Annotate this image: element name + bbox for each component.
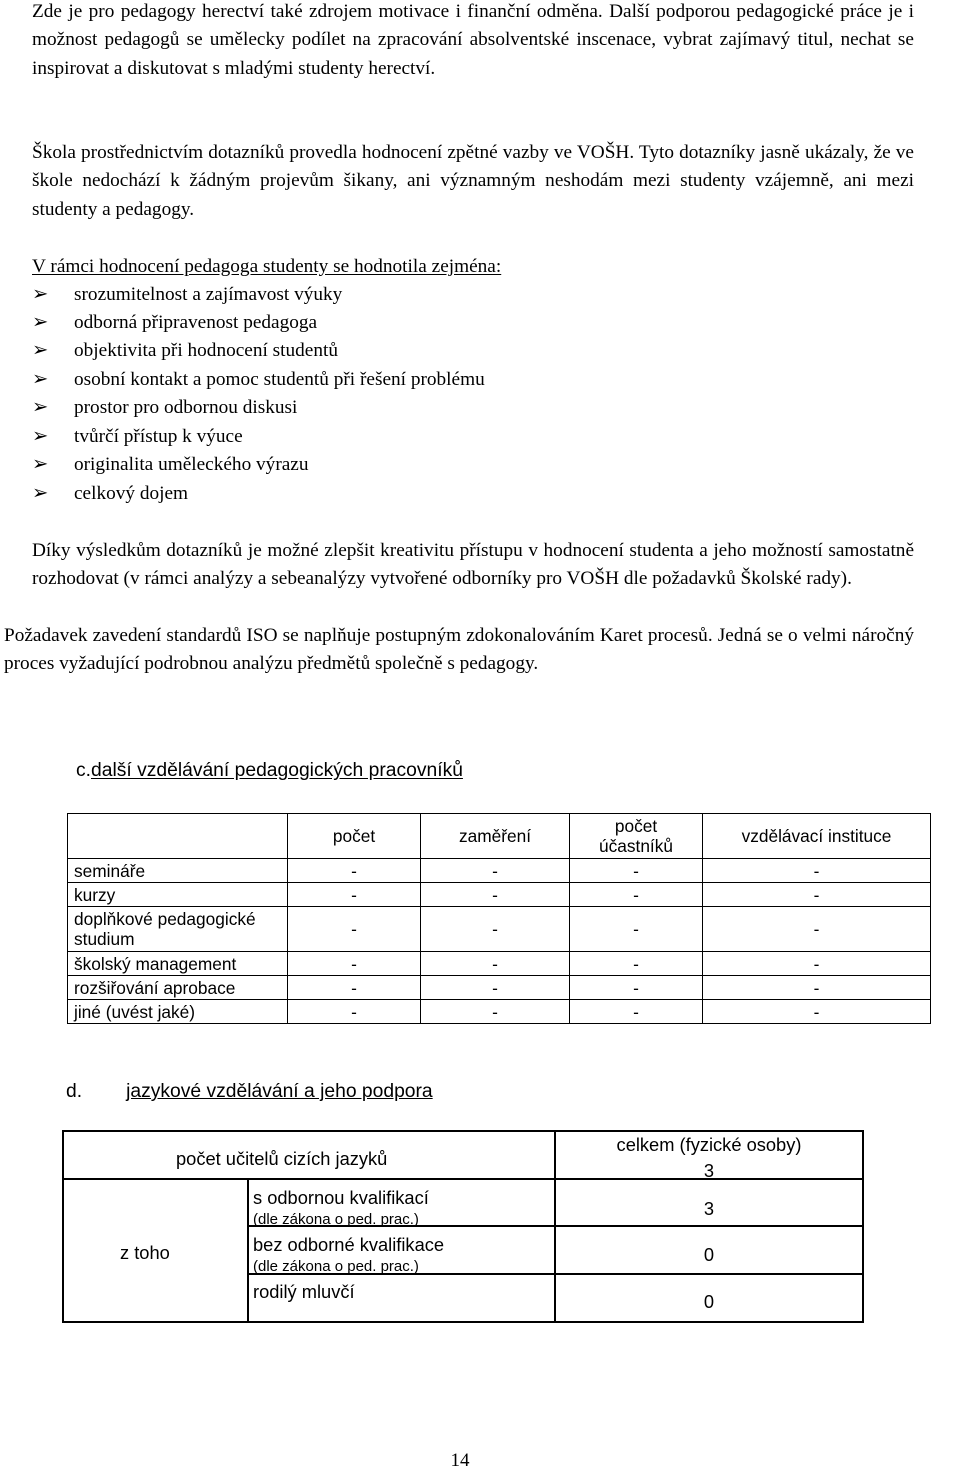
section-d-heading: d. jazykové vzdělávání a jeho podpora <box>66 1081 433 1102</box>
arrow-bullet-icon: ➢ <box>32 312 49 333</box>
table-border <box>62 1130 864 1132</box>
list-item: ➢ tvůrčí přístup k výuce <box>32 423 243 451</box>
table-cell: - <box>703 859 931 883</box>
table-cell: - <box>288 883 421 907</box>
table-cell: - <box>288 1000 421 1024</box>
row-value: 0 <box>703 1291 715 1312</box>
row-label: jiné (uvést jaké) <box>68 1000 288 1024</box>
list-item: ➢ objektivita při hodnocení studentů <box>32 337 338 365</box>
row-value: 3 <box>703 1198 715 1219</box>
table-cell: - <box>703 952 931 976</box>
page-number: 14 <box>450 1450 470 1471</box>
table-cell: - <box>421 907 570 952</box>
row-label: školský management <box>68 952 288 976</box>
row-label: s odbornou kvalifikací <box>253 1187 429 1208</box>
table-cell: - <box>570 952 703 976</box>
table-row <box>68 907 931 952</box>
table-cell: - <box>703 1000 931 1024</box>
row-label: rozšiřování aprobace <box>68 976 288 1000</box>
row-value: 0 <box>703 1244 715 1265</box>
table-cell: - <box>570 1000 703 1024</box>
table-header-row <box>68 814 931 859</box>
arrow-bullet-icon: ➢ <box>32 284 49 305</box>
table-cell: - <box>703 976 931 1000</box>
results-paragraph: Díky výsledkům dotazníků je možné zlepšit kreativitu přístupu v hodnocení studenta a jeho možností samostatně rozhodovat (v rámci analýzy a sebeanalýzy vytvořené odborníky pro VOŠH dle požadavků Školské rady). <box>32 540 914 590</box>
column-header: počet učitelů cizích jazyků <box>176 1148 388 1169</box>
table-cell: - <box>421 883 570 907</box>
table-cell: - <box>421 859 570 883</box>
list-item: ➢ originalita uměleckého výrazu <box>32 451 309 479</box>
arrow-bullet-icon: ➢ <box>32 369 49 390</box>
row-note: (dle zákona o ped. prac.) <box>253 1258 419 1275</box>
arrow-bullet-icon: ➢ <box>32 340 49 361</box>
table-cell: - <box>421 1000 570 1024</box>
table-cell: - <box>570 859 703 883</box>
table-cell: - <box>288 952 421 976</box>
column-header: počet <box>288 814 421 859</box>
table-cell: - <box>570 883 703 907</box>
table-corner-cell <box>68 814 288 859</box>
arrow-bullet-icon: ➢ <box>32 483 49 504</box>
list-item: ➢ celkový dojem <box>32 480 188 508</box>
arrow-bullet-icon: ➢ <box>32 454 49 475</box>
table-cell: - <box>288 859 421 883</box>
table-cell: - <box>421 976 570 1000</box>
column-header: počet účastníků <box>570 814 703 859</box>
list-heading: V rámci hodnocení pedagoga studenty se hodnotila zejména: <box>32 256 502 277</box>
further-education-table <box>67 813 931 1024</box>
row-label: bez odborné kvalifikace <box>253 1234 445 1255</box>
arrow-bullet-icon: ➢ <box>32 397 49 418</box>
table-row <box>68 883 931 907</box>
table-border <box>62 1130 64 1323</box>
total-value: 3 <box>703 1160 715 1181</box>
row-label: semináře <box>68 859 288 883</box>
table-cell: - <box>703 907 931 952</box>
table-row <box>68 859 931 883</box>
feedback-paragraph: Škola prostřednictvím dotazníků provedla hodnocení zpětné vazby ve VOŠH. Tyto dotazníky jasně ukázaly, že ve škole nedochází k žádným projevům šikany, ani významným neshodám mezi studenty vzájemně, ani mezi studenty a pedagogy. <box>32 142 914 220</box>
table-cell: - <box>570 976 703 1000</box>
table-row <box>68 976 931 1000</box>
row-label: kurzy <box>68 883 288 907</box>
total-label: celkem (fyzické osoby) <box>616 1134 802 1155</box>
column-header: vzdělávací instituce <box>703 814 931 859</box>
of-which-label: z toho <box>120 1242 170 1263</box>
row-label: doplňkové pedagogické studium <box>68 907 288 952</box>
intro-paragraph: Zde je pro pedagogy herectví také zdrojem motivace i finanční odměna. Další podporou pedagogické práce je i možnost pedagogů se umělecky podílet na zpracování absolventské inscenace, vybrat zajímavý titul, nechat se inspirovat a diskutovat s mladými studenty herectví. <box>32 1 914 79</box>
table-row <box>68 952 931 976</box>
table-cell: - <box>421 952 570 976</box>
list-item: ➢ prostor pro odbornou diskusi <box>32 394 297 422</box>
table-row <box>68 1000 931 1024</box>
table-border <box>247 1178 249 1323</box>
row-label: rodilý mluvčí <box>253 1281 355 1302</box>
table-cell: - <box>288 976 421 1000</box>
arrow-bullet-icon: ➢ <box>32 426 49 447</box>
table-border <box>62 1321 864 1323</box>
column-header: zaměření <box>421 814 570 859</box>
iso-paragraph: Požadavek zavedení standardů ISO se naplňuje postupným zdokonalováním Karet procesů. Jedná se o velmi náročný proces vyžadující podrobnou analýzu předmětů společně s pedagogy. <box>4 625 914 675</box>
section-c-heading: c.další vzdělávání pedagogických pracovníků <box>76 760 463 781</box>
table-cell: - <box>703 883 931 907</box>
list-item: ➢ osobní kontakt a pomoc studentů při řešení problému <box>32 366 485 394</box>
row-note: (dle zákona o ped. prac.) <box>253 1211 419 1228</box>
table-cell: - <box>570 907 703 952</box>
list-item: ➢ odborná připravenost pedagoga <box>32 309 317 337</box>
language-teachers-table <box>62 1130 864 1323</box>
table-cell: - <box>288 907 421 952</box>
list-item: ➢ srozumitelnost a zajímavost výuky <box>32 281 342 309</box>
